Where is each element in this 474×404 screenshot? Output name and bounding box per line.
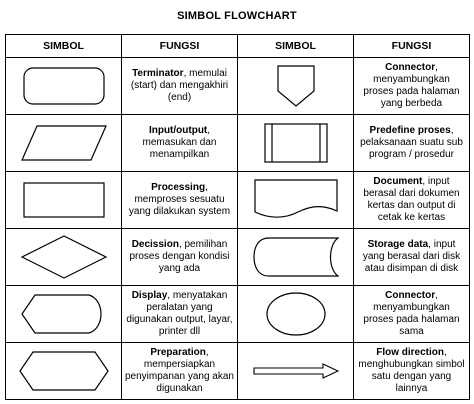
symbol-name: Input/output bbox=[148, 125, 208, 136]
function-cell: Display, menyatakan peralatan yang digunakan output, layar, printer dll bbox=[122, 286, 238, 343]
flow-arrow-icon bbox=[253, 363, 339, 379]
function-cell: Decission, pemilihan proses dengan kondisi yang ada bbox=[122, 229, 238, 286]
header-symbol-right: SIMBOL bbox=[238, 35, 354, 58]
terminator-icon bbox=[23, 67, 105, 105]
page-title: SIMBOL FLOWCHART bbox=[177, 10, 297, 22]
decision-diamond-icon bbox=[21, 235, 107, 279]
process-rectangle-icon bbox=[23, 182, 105, 218]
symbol-description: input yang berasal dari disk atau disimpan di disk bbox=[362, 239, 461, 274]
symbol-description: mempersiapkan penyimpanan yang akan digunakan bbox=[125, 359, 234, 394]
symbol-cell bbox=[238, 286, 354, 343]
symbol-name: Connector bbox=[385, 290, 436, 301]
symbol-description: menyatakan peralatan yang digunakan output, layar, printer dll bbox=[126, 290, 233, 337]
stored-data-icon bbox=[253, 237, 339, 277]
function-cell: Flow direction, menghubungkan simbol satu dengan yang lainnya bbox=[354, 343, 470, 400]
document-icon bbox=[254, 179, 338, 221]
symbol-cell bbox=[238, 115, 354, 172]
symbol-name: Terminator bbox=[132, 68, 184, 79]
symbol-name: Document bbox=[373, 176, 423, 187]
flowchart-symbol-table bbox=[5, 34, 470, 400]
symbol-cell bbox=[6, 343, 122, 400]
table-header-row bbox=[6, 35, 470, 58]
header-symbol-left: SIMBOL bbox=[6, 35, 122, 58]
symbol-cell bbox=[6, 172, 122, 229]
header-function-left: FUNGSI bbox=[122, 35, 238, 58]
symbol-name: Processing bbox=[151, 182, 206, 193]
function-cell: Connector, menyambungkan proses pada halaman sama bbox=[354, 286, 470, 343]
symbol-cell bbox=[6, 286, 122, 343]
symbol-cell bbox=[238, 58, 354, 115]
predefined-process-icon bbox=[264, 123, 328, 163]
symbol-cell bbox=[238, 343, 354, 400]
symbol-name: Flow direction bbox=[376, 347, 444, 358]
symbol-cell bbox=[6, 229, 122, 286]
table-row bbox=[6, 58, 470, 115]
header-function-right: FUNGSI bbox=[354, 35, 470, 58]
function-cell: Input/output, memasukan dan menampilkan bbox=[122, 115, 238, 172]
symbol-description: input berasal dari dokumen kertas dan output di cetak ke kertas bbox=[363, 176, 460, 223]
function-cell: Predefine proses, pelaksanaan suatu sub program / prosedur bbox=[354, 115, 470, 172]
function-cell: Storage data, input yang berasal dari disk atau disimpan di disk bbox=[354, 229, 470, 286]
symbol-name: Connector bbox=[385, 62, 436, 73]
symbol-description: memproses sesuatu yang dilakukan system bbox=[128, 194, 231, 217]
function-cell: Preparation, mempersiapkan penyimpanan yang akan digunakan bbox=[122, 343, 238, 400]
symbol-name: Preparation bbox=[150, 347, 206, 358]
symbol-name: Decission bbox=[131, 239, 179, 250]
table-row bbox=[6, 229, 470, 286]
table-row bbox=[6, 286, 470, 343]
function-cell: Processing, memproses sesuatu yang dilakukan system bbox=[122, 172, 238, 229]
parallelogram-icon bbox=[21, 125, 107, 161]
symbol-cell bbox=[6, 115, 122, 172]
symbol-description: memulai (start) dan mengakhiri (end) bbox=[130, 68, 229, 103]
symbol-name: Display bbox=[131, 290, 168, 301]
symbol-description: pemilihan proses dengan kondisi yang ada bbox=[129, 239, 230, 274]
function-cell: Document, input berasal dari dokumen kertas dan output di cetak ke kertas bbox=[354, 172, 470, 229]
symbol-description: menghubungkan simbol satu dengan yang lainnya bbox=[358, 359, 465, 394]
offpage-connector-icon bbox=[277, 65, 315, 107]
table-row bbox=[6, 115, 470, 172]
connector-circle-icon bbox=[265, 291, 327, 337]
symbol-cell bbox=[238, 172, 354, 229]
function-cell: Connector, menyambungkan proses pada halaman yang berbeda bbox=[354, 58, 470, 115]
symbol-cell bbox=[238, 229, 354, 286]
symbol-description: pelaksanaan suatu sub program / prosedur bbox=[360, 137, 463, 160]
symbol-name: Predefine proses bbox=[369, 125, 451, 136]
symbol-cell bbox=[6, 58, 122, 115]
preparation-hexagon-icon bbox=[19, 351, 109, 391]
symbol-description: menyambungkan proses pada halaman sama bbox=[363, 302, 460, 337]
symbol-name: Storage data bbox=[367, 239, 429, 250]
symbol-description: menyambungkan proses pada halaman yang berbeda bbox=[363, 74, 460, 109]
symbol-description: memasukan dan menampilkan bbox=[142, 137, 217, 160]
table-row bbox=[6, 343, 470, 400]
table-row bbox=[6, 172, 470, 229]
function-cell: Terminator, memulai (start) dan mengakhiri (end) bbox=[122, 58, 238, 115]
display-icon bbox=[21, 294, 107, 334]
